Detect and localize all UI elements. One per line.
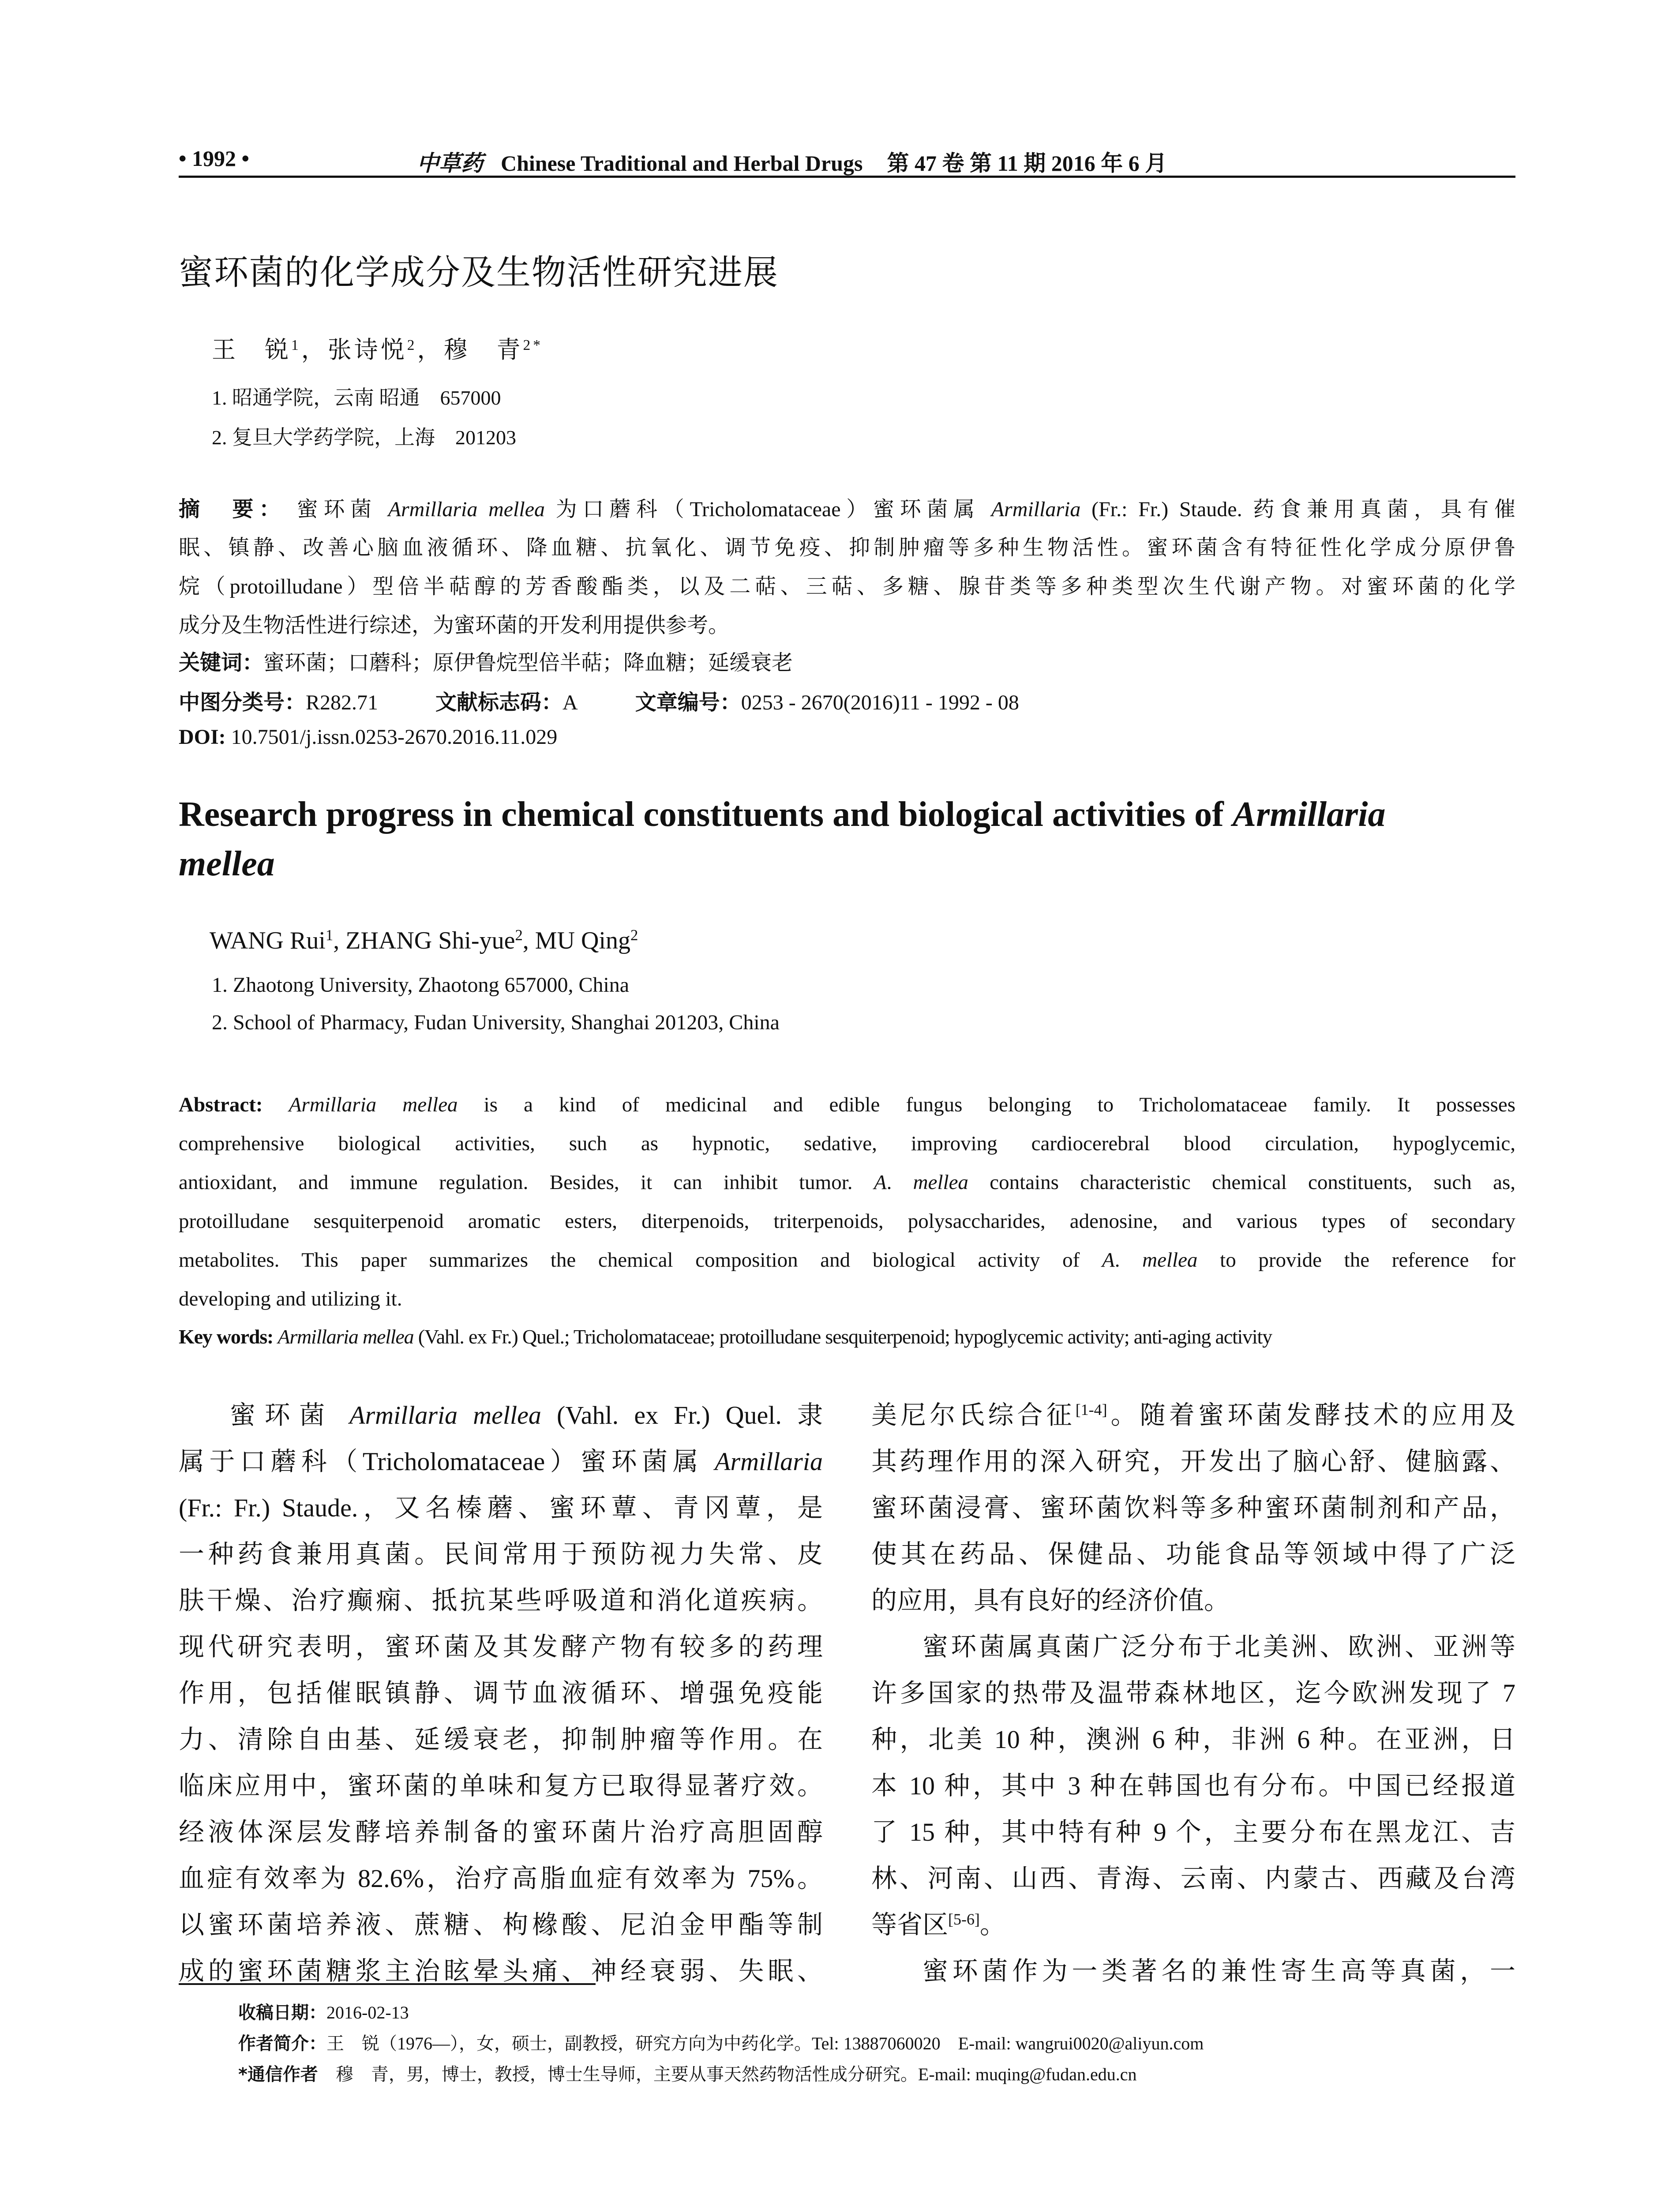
cn-keywords-label: 关键词：: [179, 650, 264, 675]
en-abstract-italic: A: [1102, 1249, 1115, 1272]
clc-label: 中图分类号：: [179, 690, 306, 715]
body-left-line: 临床应用中，蜜环菌的单味和复方已取得显著疗效。: [179, 1771, 823, 1800]
body-right-line: 等省区[5-6]。: [871, 1910, 1005, 1939]
body-right-line: 林、河南、山西、青海、云南、内蒙古、西藏及台湾: [871, 1864, 1515, 1893]
body-right-line: 美尼尔氏综合征[1-4]。随着蜜环菌发酵技术的应用及: [871, 1401, 1515, 1429]
body-right-line: 蜜环菌属真菌广泛分布于北美洲、欧洲、亚洲等: [922, 1632, 1515, 1661]
body-left-line: 蜜环菌 Armillaria mellea (Vahl. ex Fr.) Quel. 隶: [230, 1401, 823, 1429]
cn-author-affil-mark: 2: [407, 337, 417, 353]
journal-name-en: Chinese Traditional and Herbal Drugs: [501, 151, 863, 176]
footnote-rule: [179, 1983, 596, 1985]
corresponding-author: 穆 青，男，博士，教授，博士生导师，主要从事天然药物活性成分研究。E-mail: muqing@fudan.edu.cn: [318, 2064, 1137, 2084]
en-abstract-line: protoilludane sesquiterpenoid aromatic esters, diterpenoids, triterpenoids, polysaccharides, adenosine, and various types of secondary: [179, 1210, 1515, 1233]
en-author-affil-mark: 1: [325, 926, 334, 944]
cn-keywords: [179, 645, 793, 676]
page-number: • 1992 •: [179, 146, 250, 171]
body-left-line: 肤干燥、治疗癫痫、抵抗某些呼吸道和消化道疾病。: [179, 1586, 823, 1615]
body-right-line: 许多国家的热带及温带森林地区，迄今欧洲发现了 7: [871, 1679, 1515, 1707]
en-affiliation-2: 2. School of Pharmacy, Fudan University, Shanghai 201203, China: [212, 1011, 780, 1034]
body-right-citation: [1-4]: [1075, 1401, 1107, 1419]
en-keywords-italic: Armillaria mellea: [278, 1325, 414, 1348]
body-left-line: 成的蜜环菌糖浆主治眩晕头痛、神经衰弱、失眠、: [179, 1957, 823, 1985]
body-right-line: 使其在药品、保健品、功能食品等领域中得了广泛: [871, 1540, 1515, 1568]
en-title-line: [179, 839, 1515, 889]
body-right-line: 蜜环菌作为一类著名的兼性寄生高等真菌，一: [922, 1957, 1515, 1985]
en-abstract-line: metabolites. This paper summarizes the chemical composition and biological activity of A. mellea to provide the reference for: [179, 1249, 1515, 1272]
body-left-line: 力、清除自由基、延缓衰老，抑制肿瘤等作用。在: [179, 1725, 823, 1754]
author-bio: 王 锐（1976—），女，硕士，副教授，研究方向为中药化学。Tel: 13887060020 E-mail: wangrui0020@aliyun.com: [326, 2033, 1204, 2053]
doi-line: [179, 725, 557, 749]
en-abstract-line: Abstract: Armillaria mellea is a kind of medicinal and edible fungus belonging to Tricholomataceae family. It possesses: [179, 1093, 1515, 1116]
en-title: [179, 790, 1515, 889]
en-author-affil-mark: 2: [515, 926, 523, 944]
cn-authors: 王 锐$^1$，张诗悦$^2$，穆 青$^{2*}$: [212, 337, 543, 363]
doc-code-value: A: [562, 691, 578, 714]
body-left-line: (Fr.: Fr.) Staude.，又名榛蘑、蜜环蕈、青冈蕈，是: [179, 1493, 823, 1522]
received-date: 2016-02-13: [326, 2003, 409, 2022]
body-left-italic: Armillaria: [715, 1447, 823, 1476]
body-right-line: 本 10 种，其中 3 种在韩国也有分布。中国已经报道: [871, 1771, 1515, 1800]
body-right-line: 其药理作用的深入研究，开发出了脑心舒、健脑露、: [871, 1447, 1515, 1476]
body-left-line: 一种药食兼用真菌。民间常用于预防视力失常、皮: [179, 1540, 823, 1568]
cn-keywords-text: 蜜环菌；口蘑科；原伊鲁烷型倍半萜；降血糖；延缓衰老: [263, 651, 793, 675]
en-keywords-label: Key words:: [179, 1325, 278, 1348]
en-abstract-italic: A: [874, 1171, 887, 1194]
footnote-corresponding: [238, 2060, 1137, 2086]
cn-abstract-line: 成分及生物活性进行综述，为蜜环菌的开发利用提供参考。: [179, 614, 730, 637]
cn-author-name: 王 锐: [212, 337, 291, 363]
en-abstract: [179, 1085, 1515, 1318]
en-abstract-line: developing and utilizing it.: [179, 1287, 402, 1310]
cn-author-affil-mark: 2*: [523, 337, 543, 353]
author-bio-label: 作者简介：: [238, 2033, 326, 2054]
body-left-line: 作用，包括催眠镇静、调节血液循环、增强免疫能: [179, 1679, 823, 1707]
corresponding-label: *通信作者: [238, 2064, 318, 2085]
en-abstract-italic: Armillaria mellea: [289, 1093, 458, 1116]
cn-classification: [179, 685, 1019, 716]
en-affiliation-1: 1. Zhaotong University, Zhaotong 657000, China: [212, 973, 630, 997]
body-column-left: [179, 1392, 823, 1994]
cn-abstract-line: 眠、镇静、改善心脑血液循环、降血糖、抗氧化、调节免疫、抑制肿瘤等多种生物活性。蜜环菌含有特征性化学成分原伊鲁: [179, 536, 1515, 559]
cn-title: 蜜环菌的化学成分及生物活性研究进展: [179, 253, 779, 293]
body-right-line: 了 15 种，其中特有种 9 个，主要分布在黑龙江、吉: [871, 1818, 1515, 1846]
doi-label: DOI:: [179, 725, 226, 749]
en-abstract-italic: mellea: [1142, 1249, 1198, 1272]
cn-affiliation-2: 2. 复旦大学药学院，上海 201203: [212, 426, 516, 449]
cn-abstract-italic: Armillaria mellea: [388, 498, 545, 521]
body-left-line: 经液体深层发酵培养制备的蜜环菌片治疗高胆固醇: [179, 1818, 823, 1846]
body-left-italic: Armillaria mellea: [349, 1401, 541, 1429]
cn-abstract-label: 摘 要：: [179, 497, 286, 521]
body-left-line: 属于口蘑科（Tricholomataceae）蜜环菌属 Armillaria: [179, 1447, 823, 1476]
cn-author-name: 穆 青: [443, 337, 523, 363]
footnote-author: [238, 2030, 1204, 2055]
cn-abstract-italic: Armillaria: [991, 498, 1081, 521]
en-author-name: WANG Rui: [210, 927, 326, 954]
doc-code-label: 文献标志码：: [435, 690, 563, 715]
cn-abstract-line: 摘 要： 蜜环菌 Armillaria mellea 为口蘑科（Tricholomataceae）蜜环菌属 Armillaria (Fr.: Fr.) Staude. 药食兼用真菌，具有催: [179, 497, 1515, 521]
body-right-line: 种，北美 10 种，澳洲 6 种，非洲 6 种。在亚洲，日: [871, 1725, 1515, 1754]
cn-abstract: [179, 490, 1515, 645]
clc-value: R282.71: [306, 691, 379, 714]
body-left-line: 现代研究表明，蜜环菌及其发酵产物有较多的药理: [179, 1632, 823, 1661]
en-keywords: Key words: Armillaria mellea (Vahl. ex Fr.) Quel.; Tricholomataceae; protoilludane sesquiterpenoid; hypoglycemic activity; anti-aging activity: [179, 1325, 1272, 1348]
cn-author-name: 张诗悦: [327, 337, 407, 363]
body-left-line: 以蜜环菌培养液、蔗糖、枸橼酸、尼泊金甲酯等制: [179, 1910, 823, 1939]
body-right-citation: [5-6]: [948, 1910, 980, 1928]
en-abstract-italic: mellea: [913, 1171, 968, 1194]
body-right-line: 的应用，具有良好的经济价值。: [871, 1586, 1230, 1615]
en-abstract-line: antioxidant, and immune regulation. Besides, it can inhibit tumor. A. mellea contains characteristic chemical constituents, such as,: [179, 1171, 1515, 1194]
en-author-name: ZHANG Shi-yue: [345, 927, 515, 954]
journal-line: [417, 146, 1167, 177]
header-rule: [179, 176, 1515, 178]
en-author-affil-mark: 2: [630, 926, 638, 944]
en-authors: WANG Rui$^1$, ZHANG Shi-yue$^2$, MU Qing$^2$: [210, 926, 638, 954]
received-label: 收稿日期：: [238, 2003, 326, 2023]
body-right-line: 蜜环菌浸膏、蜜环菌饮料等多种蜜环菌制剂和产品，: [871, 1493, 1515, 1522]
en-title-line: Research progress in chemical constituents and biological activities of Armillaria: [179, 795, 1386, 834]
en-abstract-line: comprehensive biological activities, such as hypnotic, sedative, improving cardiocerebral blood circulation, hypoglycemic,: [179, 1132, 1515, 1155]
cn-abstract-line: 烷（protoilludane）型倍半萜醇的芳香酸酯类，以及二萜、三萜、多糖、腺苷类等多种类型次生代谢产物。对蜜环菌的化学: [179, 575, 1515, 598]
running-header: [179, 140, 1515, 180]
en-abstract-label: Abstract:: [179, 1093, 263, 1116]
journal-volume: 第 47 卷 第 11 期 2016 年 6 月: [887, 151, 1167, 176]
en-title-italic: mellea: [179, 844, 275, 883]
en-title-italic: Armillaria: [1232, 795, 1386, 834]
body-column-right: [871, 1392, 1515, 1994]
cn-author-affil-mark: 1: [291, 337, 301, 353]
cn-affiliation-1: 1. 昭通学院，云南 昭通 657000: [212, 386, 501, 409]
doi-value: 10.7501/j.issn.0253-2670.2016.11.029: [225, 725, 558, 749]
en-author-name: MU Qing: [535, 927, 631, 954]
body-left-line: 血症有效率为 82.6%，治疗高脂血症有效率为 75%。: [179, 1864, 823, 1893]
article-no-value: 0253 - 2670(2016)11 - 1992 - 08: [741, 691, 1019, 714]
journal-name-cn: 中草药: [417, 151, 483, 176]
footnote-received: [238, 1999, 409, 2024]
article-no-label: 文章编号：: [635, 690, 741, 715]
